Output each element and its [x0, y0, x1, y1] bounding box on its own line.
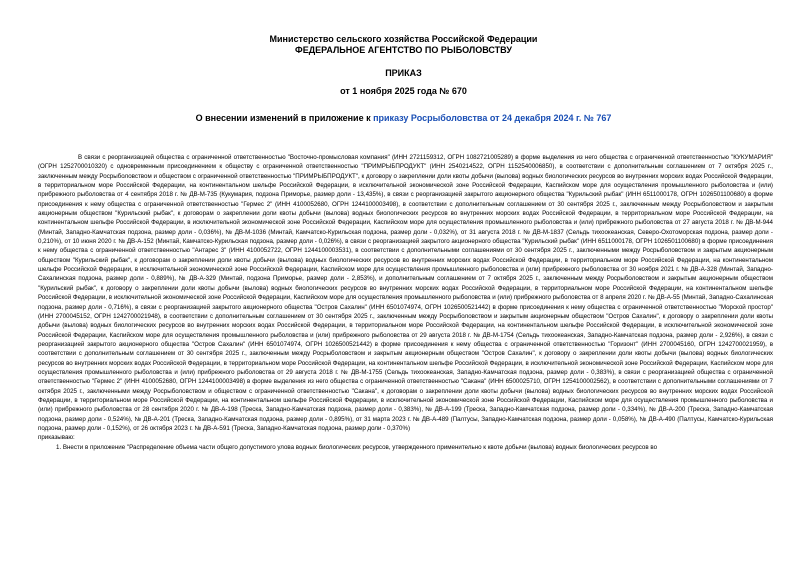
ministry-name: Министерство сельского хозяйства Российской Федерации	[269, 34, 538, 44]
document-type: ПРИКАЗ	[385, 68, 422, 78]
document-body	[38, 153, 773, 452]
item-1-paragraph: 1. Внести в приложение "Распределение объема части общего допустимого улова водных биологических ресурсов, утвержденного применительно к квоте добычи (вылова) водных биологических ресурсов во	[56, 443, 658, 451]
document-title-prefix: О внесении изменений в приложение к	[195, 113, 374, 123]
preamble-paragraph: В связи с реорганизацией общества с ограниченной ответственностью "Восточно-промысловая компания" (ИНН 2721159312, ОГРН 1082721005289) в форме выделения из него общества с ограниченной ответственностью "КУКУМАРИЯ" (ОГРН 1252700010320) с одновременным присоединением к обществу с ограниченной ответственностью "ПРИМРЫБПРОДУКТ" (ИНН 2540214522, ОГРН 1152540006850), в соответствии с дополнительным соглашением от 7 октября 2025 г., заключенным между Росрыболовством и обществом с ограниченной ответственностью "ПРИМРЫБПРОДУКТ", к договору о закреплении доли квоты добычи (вылова) водных биологических ресурсов во внутренних морских водах Российской Федерации, в территориальном море Российской Федерации, на континентальном шельфе Российской Федерации, в исключительной экономической зоне Российской Федерации, Каспийском море для осуществления промышленного рыболовства и (или) прибрежного рыболовства от 4 сентября 2018 г. № ДВ-М-735 (Кукумария, подзона Приморье, размер доли - 13,435%), в связи с реорганизацией закрытого акционерного общества "Курильский рыбак" (ИНН 6511000178, ОГРН 1026501100680) в форме присоединения к нему общества с ограниченной ответственностью "Гермес 2" (ИНН 4100052680, ОГРН 1244100003498), в соответствии с дополнительным соглашением от 30 сентября 2025 г., заключенным между Росрыболовством и закрытым акционерным обществом "Курильский рыбак", к договорам о закреплении доли квоты добычи (вылова) водных биологических ресурсов во внутренних морских водах Российской Федерации, в территориальном море Российской Федерации, на континентальном шельфе Российской Федерации, в исключительной экономической зоне Российской Федерации, Каспийском море для осуществления промышленного рыболовства и (или) прибрежного рыболовства от 27 августа 2018 г. № ДВ-М-944 (Минтай, Западно-Камчатская подзона, размер доли - 0,036%), № ДВ-М-1036 (Минтай, Камчатско-Курильская подзона, размер доли - 0,032%), от 31 августа 2018 г. № ДВ-М-1837 (Сельдь тихоокеанская, Северо-Охотоморская подзона, размер доли - 0,210%), от 10 июня 2020 г. № ДВ-А-152 (Минтай, Камчатско-Курильская подзона, размер доли - 0,026%), в связи с реорганизацией закрытого акционерного общества "Курильский рыбак" (ИНН 6511000178, ОГРН 1026501100680) в форме присоединения к нему общества с ограниченной ответственностью "Антарес 3" (ИНН 4100052722, ОГРН 1244100003531), в соответствии с дополнительными соглашениями от 30 сентября 2025 г., заключенными между Росрыболовством и закрытым акционерным обществом "Курильский рыбак", к договорам о закреплении доли квоты добычи (вылова) водных биологических ресурсов во внутренних морских водах Российской Федерации, в территориальном море Российской Федерации, на континентальном шельфе Российской Федерации, в исключительной экономической зоне Российской Федерации, Каспийском море для осуществления промышленного рыболовства и (или) прибрежного рыболовства от 30 ноября 2021 г. № ДВ-А-328 (Минтай, Западно-Сахалинская подзона, размер доли - 0,889%), № ДВ-А-329 (Минтай, подзона Приморье, размер доли - 2,853%), и дополнительным соглашением от 7 октября 2025 г., заключенным между Росрыболовством и закрытым акционерным обществом "Курильский рыбак", к договору о закреплении доли квоты добычи (вылова) водных биологических ресурсов во внутренних морских водах Российской Федерации, в территориальном море Российской Федерации, на континентальном шельфе Российской Федерации, в исключительной экономической зоне Российской Федерации, Каспийском море для осуществления промышленного рыболовства и (или) прибрежного рыболовства от 8 апреля 2020 г. № ДВ-А-55 (Минтай, Западно-Сахалинская подзона, размер доли - 0,716%), в связи с реорганизацией закрытого акционерного общества "Остров Сахалин" (ИНН 6501074974, ОГРН 1026500521442) в форме присоединения к нему общества с ограниченной ответственностью "Морской простор" (ИНН 2700045152, ОГРН 1242700021948), в соответствии с дополнительным соглашением от 30 сентября 2025 г., заключенным между Росрыболовством и закрытым акционерным обществом "Остров Сахалин", к договору о закреплении доли квоты добычи (вылова) водных биологических ресурсов во внутренних морских водах Российской Федерации, в территориальном море Российской Федерации, на континентальном шельфе Российской Федерации, в исключительной экономической зоне Российской Федерации, Каспийском море для осуществления промышленного рыболовства и (или) прибрежного рыболовства от 29 августа 2018 г. № ДВ-М-1754 (Сельдь тихоокеанская, Западно-Камчатская подзона, размер доли - 2,926%), в связи с реорганизацией закрытого акционерного общества "Остров Сахалин" (ИНН 6501074974, ОГРН 1026500521442) в форме присоединения к нему общества с ограниченной ответственностью "Горизонт" (ИНН 2700045160, ОГРН 1242700021959), в соответствии с дополнительным соглашением от 30 сентября 2025 г., заключенным между Росрыболовством и закрытым акционерным обществом "Остров Сахалин", к договору о закреплении доли квоты добычи (вылова) водных биологических ресурсов во внутренних морских водах Российской Федерации, в территориальном море Российской Федерации, на континентальном шельфе Российской Федерации, в исключительной экономической зоне Российской Федерации, Каспийском море для осуществления промышленного рыболовства и (или) прибрежного рыболовства от 29 августа 2018 г. № ДВ-М-1755 (Сельдь тихоокеанская, Западно-Камчатская подзона, размер доли - 0,383%), в связи с реорганизацией общества с ограниченной ответственностью "Гермес 2" (ИНН 4100052680, ОГРН 1244100003498) в форме выделения из него общества с ограниченной ответственностью "Сакана" (ИНН 6500025710, ОГРН 1254100002562), в соответствии с дополнительными соглашениями от 7 октября 2025 г., заключенными между Росрыболовством и обществом с ограниченной ответственностью "Сакана", к договорам о закреплении доли квоты добычи (вылова) водных биологических ресурсов во внутренних морских водах Российской Федерации, в территориальном море Российской Федерации, на континентальном шельфе Российской Федерации, в исключительной экономической зоне Российской Федерации, Каспийском море для осуществления промышленного рыболовства и (или) прибрежного рыболовства от 28 сентября 2020 г. № ДВ-А-198 (Треска, Западно-Камчатская подзона, размер доли - 0,383%), № ДВ-А-199 (Треска, Западно-Камчатская подзона, размер доли - 0,334%), № ДВ-А-200 (Треска, Западно-Камчатская подзона, размер доли - 0,524%), № ДВ-А-201 (Треска, Западно-Камчатская подзона, размер доли - 0,895%), от 31 марта 2023 г. № ДВ-А-489 (Палтусы, Западно-Камчатская подзона, размер доли - 0,058%), № ДВ-А-490 (Палтусы, Камчатско-Курильская подзона, размер доли - 0,152%), от 26 октября 2023 г. № ДВ-А-591 (Треска, Западно-Камчатская подзона, размер доли - 0,370%)	[38, 154, 773, 432]
order-clause: приказываю:	[38, 434, 75, 442]
agency-name: ФЕДЕРАЛЬНОЕ АГЕНТСТВО ПО РЫБОЛОВСТВУ	[295, 45, 512, 55]
document-title	[0, 113, 807, 124]
document-date-number: от 1 ноября 2025 года № 670	[340, 86, 467, 96]
referenced-order-link[interactable]: приказу Росрыболовства от 24 декабря 2024 г. № 767	[373, 113, 612, 123]
